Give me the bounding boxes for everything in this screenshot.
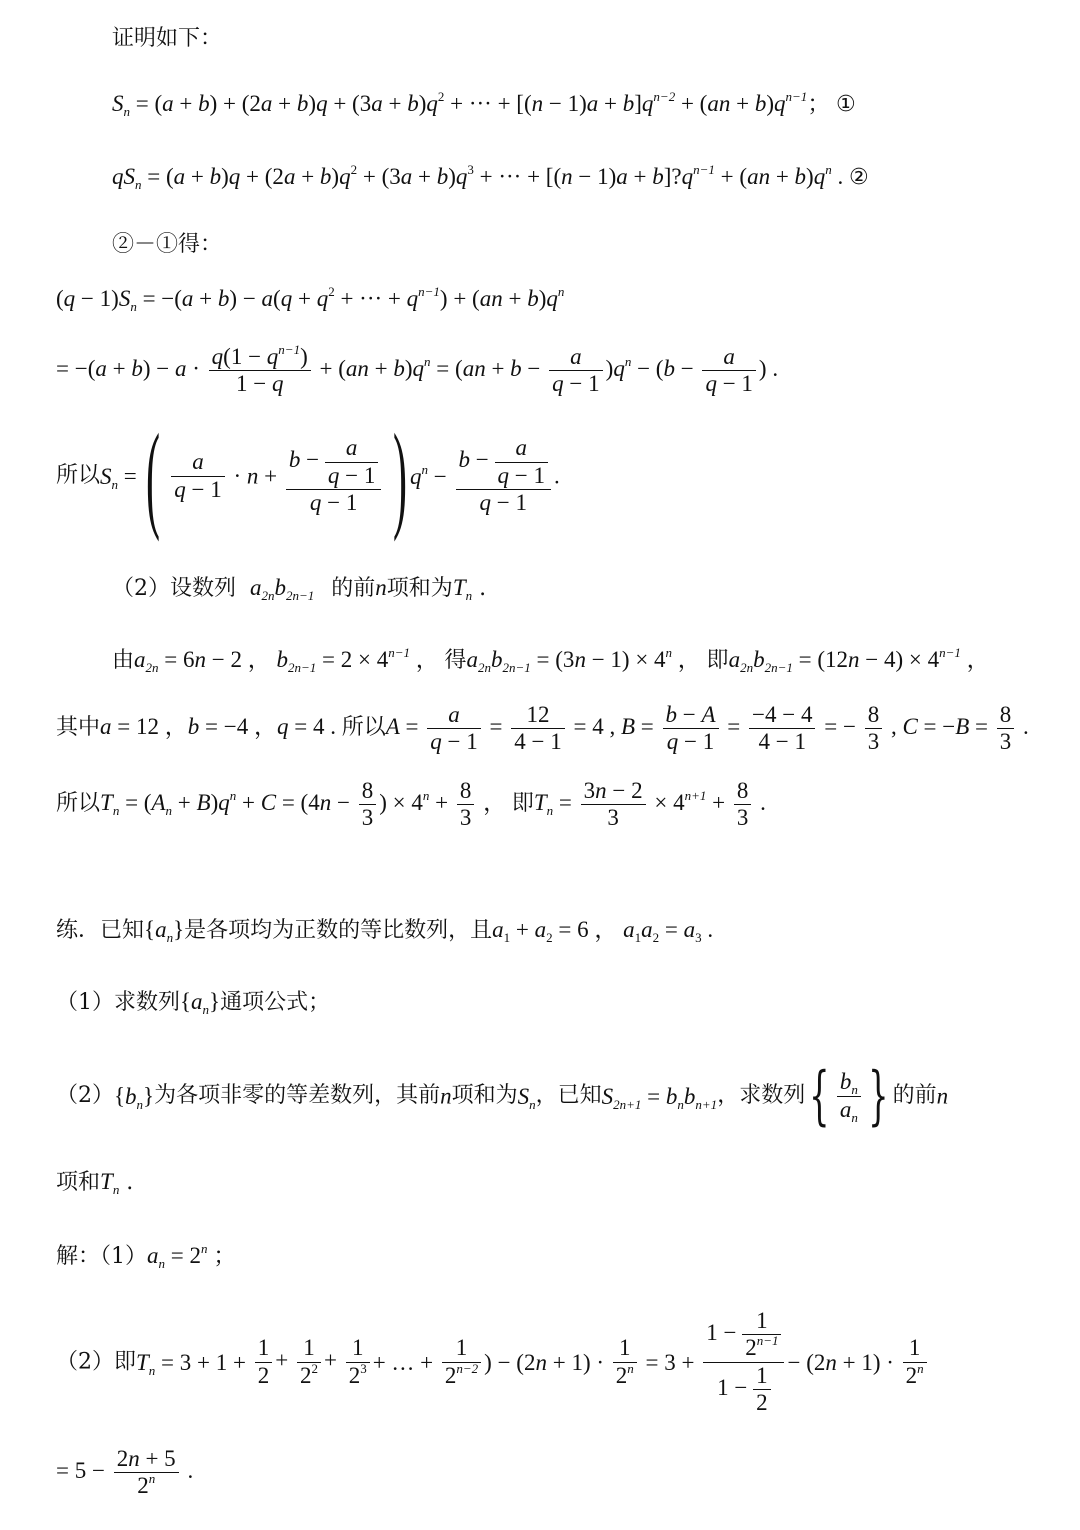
exercise-question-1: （1）求数列$\{a_n\}$通项公式；: [56, 989, 331, 1017]
equation-simplified: = −(a + b) − a · $\frac{q(1 - q^{n-1})}{1 - q}$ + $(an + b)q^n = (an + b$ − $\frac{a}{q - 1}$ )$q^n - (b$ − $\frac{a}{q - 1}$ ) .: [56, 342, 779, 397]
equation-a2n-b2n: 由$a_{2n} = 6n - 2$ ， $b_{2n-1} = 2 \times 4^{n-1}$ ， 得$a_{2n}b_{2n-1} = (3n - 1) \times 4^n$ ， 即$a_{2n}b_{2n-1} = (12n - 4) \times 4^{n-1}$ ，: [112, 645, 990, 675]
equation-difference: $(q - 1)S_n = -(a + b) - a(q + q^2$ + ··· + $q^{n-1}) + (an + b)q^n$: [56, 284, 565, 314]
equation-abc-values: 其中a = 12 ，b = −4 ，q = 4 . 所以A = $\frac{a}{q - 1}$ = $\frac{12}{4 - 1}$ = 4 , B = $\frac{b - A}{q - 1}$ = $\frac{-4 - 4}{4 - 1}$ = − $\frac{8}{3}$ , C = −B = $\frac{8}{3}$ .: [56, 702, 1029, 755]
equation-sn-result: 所以$S_n$ = ( $\frac{a}{q - 1}$ · n + b − $\frac{a}{q - 1}$ q − 1 ) $q^n$ − b − $\frac{a}{q - 1}$ q − 1 .: [56, 409, 560, 542]
equation-tn-result: 所以$T_n = (A_n + B)q^n + C = (4n$ − $\frac{8}{3}$ ) × $4^n$ + $\frac{8}{3}$ ， 即$T_n$ = $\frac{3n - 2}{3}$ × $4^{n+1}$ + $\frac{8}{3}$ .: [56, 778, 766, 831]
solution-final: = 5 − $\frac{2n + 5}{2^n}$ .: [56, 1446, 194, 1499]
exercise-question-2-cont: 项和$T_n$ .: [56, 1169, 134, 1197]
circled-two: ②: [848, 165, 869, 190]
part-two-statement: （2）设数列 $a_{2n}b_{2n-1}$ 的前n项和为$T_n$ .: [112, 575, 487, 603]
solution-part-2: （2）即$T_n = 3 + 1$ + $\frac{1}{2}$ + $\frac{1}{2^2}$ + $\frac{1}{2^3}$ + … + $\frac{1}{2^{n-2}}$ ) − (2n + 1) · $\frac{1}{2^n}$ = 3 + 1 − $\frac{1}{2^{n-1}}$ 1 − $\frac{1}{2}$ − (2n + 1) · $\frac{1}{2^n}$: [56, 1308, 930, 1424]
exercise-question-2: $(2)\{b_n\}$为各项非零的等差数列，其前n项和为$S_n$，已知$S_{2n+1} = b_nb_{n+1}$，求数列{ $\frac{b_n}{a_n}$ } 的前n: [56, 1059, 949, 1133]
equation-sn: $S_n = (a + b) + (2a + b)q + (3a + b)q^2$ + ··· + $[(n - 1)a + b]q^{n-2} + (an + b)q^{n-1}$； ①: [112, 89, 856, 119]
exercise-intro: 练．已知$\{a_n\}$是各项均为正数的等比数列，且$a_1 + a_2 = 6$ ， $a_1a_2 = a_3$ .: [56, 917, 714, 945]
heading: 证明如下：: [112, 26, 223, 51]
solution-part-1: 解：$(1)a_n = 2^n$ ；: [56, 1241, 237, 1271]
difference-label: ②－①得：: [112, 232, 223, 257]
equation-qsn: $qS_n = (a + b)q + (2a + b)q^2 + (3a + b)q^3$ + ··· + $[(n - 1)a + b]?q^{n-1} + (an + b)q^n$ . ②: [112, 162, 869, 192]
circled-one: ①: [836, 92, 856, 117]
